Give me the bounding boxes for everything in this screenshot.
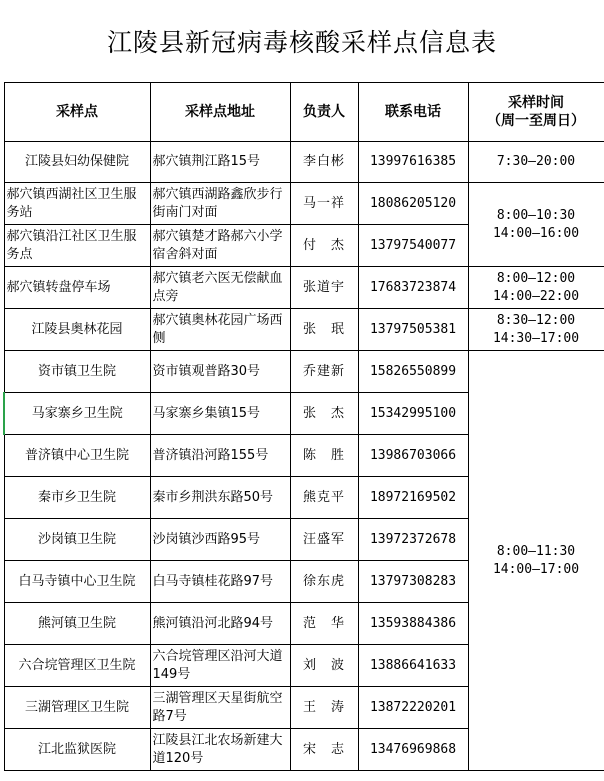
site-person: 范 华 <box>290 603 358 645</box>
site-address: 熊河镇沿河北路94号 <box>150 603 290 645</box>
site-address: 郝穴镇西湖路鑫欣步行街南门对面 <box>150 183 290 225</box>
site-name: 三湖管理区卫生院 <box>4 687 150 729</box>
table-row <box>4 309 604 351</box>
site-address: 郝穴镇楚才路郝六小学宿舍斜对面 <box>150 225 290 267</box>
site-name: 普济镇中心卫生院 <box>4 435 150 477</box>
site-person: 宋 志 <box>290 729 358 771</box>
site-person: 徐东虎 <box>290 561 358 603</box>
site-phone: 13797540077 <box>358 225 468 267</box>
site-phone: 13872220201 <box>358 687 468 729</box>
site-time: 8:00—12:00 14:00—22:00 <box>468 267 604 309</box>
site-phone: 13997616385 <box>358 142 468 183</box>
sampling-sites-table <box>3 82 604 771</box>
site-address: 六合垸管理区沿河大道149号 <box>150 645 290 687</box>
site-address: 马家寨乡集镇15号 <box>150 393 290 435</box>
site-time: 8:00—10:30 14:00—16:00 <box>468 183 604 267</box>
site-name: 马家寨乡卫生院 <box>4 393 150 435</box>
site-name: 沙岗镇卫生院 <box>4 519 150 561</box>
site-name: 六合垸管理区卫生院 <box>4 645 150 687</box>
site-name: 江陵县奥林花园 <box>4 309 150 351</box>
site-phone: 18086205120 <box>358 183 468 225</box>
table-row <box>4 183 604 225</box>
site-name: 江北监狱医院 <box>4 729 150 771</box>
table-header-row <box>4 83 604 142</box>
site-name: 郝穴镇转盘停车场 <box>4 267 150 309</box>
site-person: 乔建新 <box>290 351 358 393</box>
header-phone: 联系电话 <box>358 83 468 142</box>
table-row <box>4 267 604 309</box>
site-phone: 13886641633 <box>358 645 468 687</box>
site-address: 资市镇观普路30号 <box>150 351 290 393</box>
site-person: 张道宇 <box>290 267 358 309</box>
site-person: 熊克平 <box>290 477 358 519</box>
site-phone: 13797308283 <box>358 561 468 603</box>
site-name: 白马寺镇中心卫生院 <box>4 561 150 603</box>
site-name: 郝穴镇西湖社区卫生服务站 <box>4 183 150 225</box>
site-address: 三湖管理区天星街航空路7号 <box>150 687 290 729</box>
site-name: 郝穴镇沿江社区卫生服务点 <box>4 225 150 267</box>
page-title: 江陵县新冠病毒核酸采样点信息表 <box>106 28 497 57</box>
site-phone: 15826550899 <box>358 351 468 393</box>
table-row <box>4 142 604 183</box>
site-address: 郝穴镇荆江路15号 <box>150 142 290 183</box>
site-name: 熊河镇卫生院 <box>4 603 150 645</box>
site-address: 秦市乡荆洪东路50号 <box>150 477 290 519</box>
site-name: 秦市乡卫生院 <box>4 477 150 519</box>
site-person: 付 杰 <box>290 225 358 267</box>
site-time: 8:00—11:30 14:00—17:00 <box>468 351 604 771</box>
site-phone: 15342995100 <box>358 393 468 435</box>
site-person: 马一祥 <box>290 183 358 225</box>
site-phone: 13476969868 <box>358 729 468 771</box>
table-row <box>4 351 604 393</box>
site-phone: 13797505381 <box>358 309 468 351</box>
site-address: 白马寺镇桂花路97号 <box>150 561 290 603</box>
site-person: 刘 波 <box>290 645 358 687</box>
site-time: 8:30—12:00 14:30—17:00 <box>468 309 604 351</box>
site-phone: 13972372678 <box>358 519 468 561</box>
header-time: 采样时间 （周一至周日） <box>468 83 604 142</box>
site-phone: 18972169502 <box>358 477 468 519</box>
header-person: 负责人 <box>290 83 358 142</box>
header-site: 采样点 <box>4 83 150 142</box>
site-person: 汪盛军 <box>290 519 358 561</box>
site-address: 郝穴镇老六医无偿献血点旁 <box>150 267 290 309</box>
site-address: 沙岗镇沙西路95号 <box>150 519 290 561</box>
site-address: 郝穴镇奥林花园广场西侧 <box>150 309 290 351</box>
site-person: 李白彬 <box>290 142 358 183</box>
site-person: 陈 胜 <box>290 435 358 477</box>
site-phone: 17683723874 <box>358 267 468 309</box>
site-name: 江陵县妇幼保健院 <box>4 142 150 183</box>
site-phone: 13593884386 <box>358 603 468 645</box>
site-name: 资市镇卫生院 <box>4 351 150 393</box>
site-person: 张 杰 <box>290 393 358 435</box>
site-person: 张 珉 <box>290 309 358 351</box>
site-time: 7:30—20:00 <box>468 142 604 183</box>
header-address: 采样点地址 <box>150 83 290 142</box>
site-address: 普济镇沿河路155号 <box>150 435 290 477</box>
site-person: 王 涛 <box>290 687 358 729</box>
site-address: 江陵县江北农场新建大道120号 <box>150 729 290 771</box>
site-phone: 13986703066 <box>358 435 468 477</box>
